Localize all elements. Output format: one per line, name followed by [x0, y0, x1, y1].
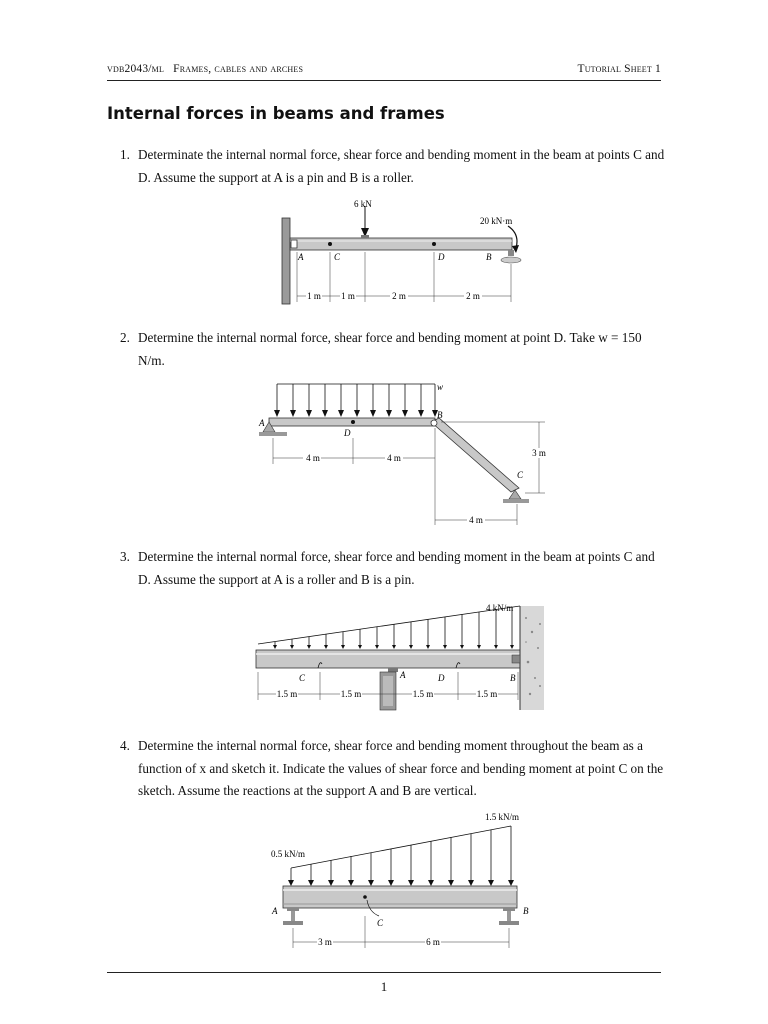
load-label: 6 kN: [354, 199, 372, 209]
load-label-w: w: [437, 382, 444, 392]
dim-2: 1 m: [341, 291, 355, 301]
dim-1: 4 m: [306, 453, 320, 463]
problem-text: Determine the internal normal force, shear force and bending moment in the beam at points C and D. Assume the support at A is a roller and B is a pin.: [138, 549, 655, 587]
load-label: 4 kN/m: [486, 603, 514, 613]
distributed-load: [311, 830, 491, 884]
wall: [520, 606, 544, 710]
problem-4: [120, 735, 665, 803]
point-label-d: D: [438, 252, 445, 262]
dim-1: 1 m: [307, 291, 321, 301]
roller-support-b: [508, 250, 514, 256]
figure-3: [250, 598, 550, 716]
point-label-b: B: [523, 906, 529, 916]
dim-3: 1.5 m: [412, 689, 434, 699]
problem-3: [120, 546, 665, 591]
point-label-b: B: [486, 252, 492, 262]
course-code: vdb2043/ml: [107, 63, 165, 75]
beam: [290, 238, 512, 250]
point-label-a: A: [400, 670, 406, 680]
pin-support-b: [512, 655, 520, 663]
point-label-c: C: [377, 918, 384, 928]
point-label-c: C: [517, 470, 524, 480]
point-label-c: C: [299, 673, 306, 683]
point-d-mark: [351, 420, 355, 424]
problem-number: 3.: [120, 549, 130, 564]
footer-rule: [107, 972, 661, 973]
point-d-mark: [432, 242, 436, 246]
point-label-d: D: [438, 673, 445, 683]
distributed-load: [277, 384, 435, 414]
problem-number: 4.: [120, 738, 130, 753]
distributed-load: [275, 607, 512, 648]
member-bc: [431, 418, 519, 492]
header-sheet: Tutorial Sheet 1: [577, 63, 661, 75]
point-label-a: A: [298, 252, 304, 262]
support-a: [283, 908, 303, 925]
section-title: Internal forces in beams and frames: [107, 104, 445, 123]
figure-1: [270, 196, 530, 306]
problem-2: [120, 327, 665, 372]
figure-4: [265, 808, 545, 958]
point-label-b: B: [510, 673, 516, 683]
problem-text: Determine the internal normal force, shear force and bending moment at point D. Take w = 150 N/m.: [138, 330, 642, 368]
pin-support-a: [291, 240, 297, 248]
load-label-left: 0.5 kN/m: [271, 849, 306, 859]
dim-4: 1.5 m: [476, 689, 498, 699]
dim-1: 3 m: [318, 937, 332, 947]
wall: [282, 218, 290, 304]
dim-3: 2 m: [392, 291, 406, 301]
problem-text: Determinate the internal normal force, shear force and bending moment in the beam at points C and D. Assume the support at A is a pin and B is a roller.: [138, 147, 665, 185]
point-label-a: A: [272, 906, 278, 916]
beam: [256, 650, 520, 668]
dim-3: 3 m: [532, 448, 546, 458]
point-c-mark: [363, 895, 367, 899]
moment-label: 20 kN·m: [480, 216, 513, 226]
figure-2: [255, 380, 555, 530]
problem-1: [120, 144, 665, 189]
problem-text: Determine the internal normal force, shear force and bending moment throughout the beam as a function of x and sketch it. Indicate the values of shear force and bending moment at point C on the sketch. Assume the reactions at the support A and B are vertical.: [138, 738, 664, 798]
page-number: 1: [380, 979, 388, 994]
point-label-c: C: [334, 252, 341, 262]
dim-4: 2 m: [466, 291, 480, 301]
point-label-a: A: [259, 418, 265, 428]
point-c-mark: [328, 242, 332, 246]
roller-support-a: [388, 668, 398, 672]
point-label-d: D: [344, 428, 351, 438]
header-left: [107, 63, 303, 75]
problem-number: 1.: [120, 147, 130, 162]
dim-4: 4 m: [469, 515, 483, 525]
dim-2: 1.5 m: [340, 689, 362, 699]
page-header: [107, 60, 661, 81]
dim-1: 1.5 m: [276, 689, 298, 699]
point-label-b: B: [437, 410, 443, 420]
problem-number: 2.: [120, 330, 130, 345]
support-b: [499, 908, 519, 925]
header-topic: Frames, cables and arches: [173, 63, 304, 75]
dim-2: 4 m: [387, 453, 401, 463]
load-label-right: 1.5 kN/m: [485, 812, 520, 822]
dim-2: 6 m: [426, 937, 440, 947]
